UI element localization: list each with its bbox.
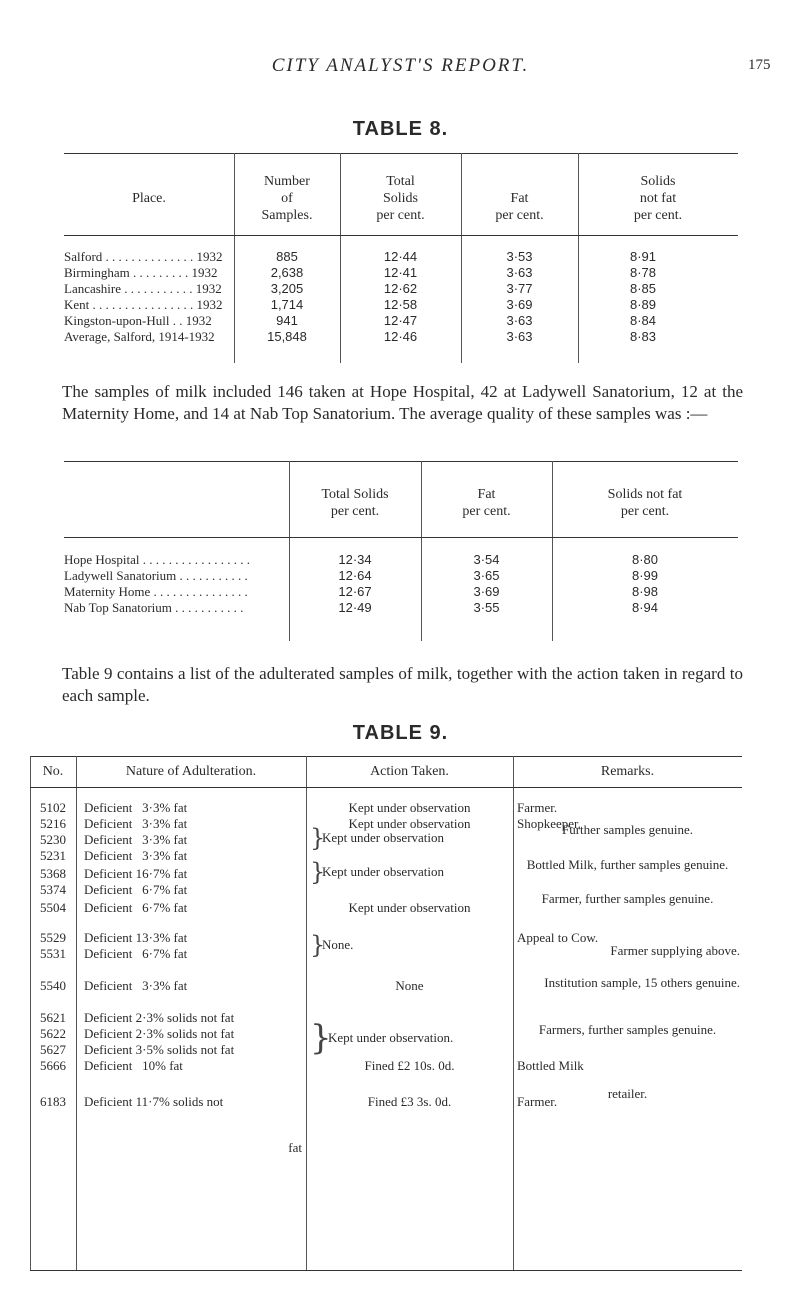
table9-cell-no: 5540 (40, 978, 66, 993)
table8-cell-place: Average, Salford, 1914-1932 (64, 329, 215, 344)
paragraph-table9-intro: Table 9 contains a list of the adulterated samples of milk, together with the action taken in regard to each sample. (62, 664, 743, 705)
table9-cell-nature: Deficient 3·5% solids not fat (84, 1042, 235, 1057)
hospitals-cell-place: Hope Hospital . . . . . . . . . . . . . . . . . (64, 552, 250, 567)
hospitals-cell-snf: 8·80 (631, 552, 659, 567)
remarks-5540: Institution sample, 15 others genuine. (544, 975, 740, 990)
table8-cell-samples: 885 (276, 249, 298, 264)
hospitals-header-total-solids: Total Solids per cent. (321, 487, 389, 519)
table9-cell-no: 5216 (40, 816, 66, 831)
table9-header-no: No. (42, 764, 64, 779)
remarks-5230-5231: Further samples genuine. (561, 822, 694, 837)
table8-title: TABLE 8. (352, 118, 449, 140)
table9-header-remarks: Remarks. (600, 764, 655, 779)
table9-cell-action: None (395, 978, 424, 993)
table9-cell-no: 5102 (40, 800, 66, 815)
table9-cell-no: 5621 (40, 1010, 66, 1025)
table9-cell-no: 5531 (40, 946, 66, 961)
table9-cell-action: Fined £3 3s. 0d. (367, 1094, 452, 1109)
table8-cell-samples: 1,714 (270, 297, 304, 312)
table9-cell-nature: Deficient 3·3% fat (84, 832, 188, 847)
table8-cell-total_solids: 12·58 (383, 297, 418, 312)
table8-cell-snf: 8·83 (629, 329, 657, 344)
table9-cell-nature: Deficient 11·7% solids not (84, 1094, 224, 1109)
table8-cell-place: Birmingham . . . . . . . . . 1932 (64, 265, 218, 280)
table8-cell-samples: 3,205 (270, 281, 304, 296)
hospitals-cell-total_solids: 12·67 (338, 584, 372, 599)
table9-cell-no: 5231 (40, 848, 66, 863)
table8-cell-place: Kingston-upon-Hull . . 1932 (64, 313, 212, 328)
table8-cell-samples: 941 (276, 313, 298, 328)
hospitals-header-snf: Solids not fat per cent. (607, 487, 683, 519)
action-5368-5374: Kept under observation (322, 864, 445, 879)
table9-header-rule (30, 787, 742, 788)
table9-cell-nature: Deficient 2·3% solids not fat (84, 1026, 235, 1041)
table8-header-samples: Number of Samples. (261, 174, 313, 223)
table9-cell-remarks: Farmer. (517, 1094, 558, 1109)
running-header: CITY ANALYST'S REPORT. (271, 55, 530, 76)
hospitals-cell-place: Maternity Home . . . . . . . . . . . . . . . (64, 584, 248, 599)
action-5529-5531: None. (322, 937, 354, 952)
brace-5368-5374: } (310, 858, 326, 886)
table9-cell-action: Kept under observation (348, 816, 471, 831)
table8-cell-snf: 8·89 (629, 297, 657, 312)
table9-cell-nature: Deficient 13·3% fat (84, 930, 188, 945)
table9-cell-no: 6183 (40, 1094, 66, 1109)
table8-cell-snf: 8·78 (629, 265, 657, 280)
table8-cell-fat: 3·77 (506, 281, 533, 296)
table8-header-fat: Fat per cent. (495, 191, 544, 223)
table9-col-divider (513, 756, 514, 1270)
table9-cell-nature: Deficient 3·3% fat (84, 816, 188, 831)
remarks-5504: Farmer, further samples genuine. (541, 891, 714, 906)
table9-cell-no: 5374 (40, 882, 66, 897)
hospitals-cell-snf: 8·99 (631, 568, 659, 583)
table9-cell-nature: Deficient 10% fat (84, 1058, 183, 1073)
table9-cell-remarks: Shopkeeper. (517, 816, 581, 831)
table8-cell-fat: 3·63 (506, 329, 533, 344)
table8-cell-total_solids: 12·46 (383, 329, 418, 344)
hospitals-cell-place: Nab Top Sanatorium . . . . . . . . . . . (64, 600, 244, 615)
action-5230-5231: Kept under observation (322, 830, 445, 845)
hospitals-cell-total_solids: 12·34 (338, 552, 372, 567)
table8-cell-total_solids: 12·62 (383, 281, 418, 296)
table8-cell-place: Salford . . . . . . . . . . . . . . 1932 (64, 249, 223, 264)
table9-header-nature: Nature of Adulteration. (125, 764, 257, 779)
hospitals-cell-fat: 3·69 (473, 584, 500, 599)
table9-cell-nature: Deficient 6·7% fat (84, 900, 188, 915)
table9-cell-nature: Deficient 3·3% fat (84, 800, 188, 815)
table8-cell-snf: 8·91 (629, 249, 657, 264)
table9-cell-nature: Deficient 6·7% fat (84, 882, 188, 897)
hospitals-cell-total_solids: 12·64 (338, 568, 372, 583)
table8-cell-snf: 8·85 (629, 281, 657, 296)
table9-cell-no: 5627 (40, 1042, 66, 1057)
table8-cell-fat: 3·69 (506, 297, 533, 312)
nature-6183-cont: fat (288, 1140, 302, 1155)
table9-cell-no: 5368 (40, 866, 66, 881)
brace-5230-5231: } (310, 824, 326, 852)
table9-col-divider (306, 756, 307, 1270)
table9-cell-remarks: Appeal to Cow. (517, 930, 599, 945)
table8-cell-fat: 3·53 (506, 249, 533, 264)
remarks-5666-cont: retailer. (607, 1086, 648, 1101)
table9-col-divider (76, 756, 77, 1270)
table8-cell-total_solids: 12·41 (383, 265, 418, 280)
hospitals-cell-fat: 3·54 (473, 552, 500, 567)
table8-header-place: Place. (132, 191, 166, 206)
table8-header-total-solids: Total Solids per cent. (376, 174, 425, 223)
table8-header-snf: Solids not fat per cent. (633, 174, 683, 223)
hospitals-cell-snf: 8·94 (631, 600, 659, 615)
table9-cell-action: Fined £2 10s. 0d. (364, 1058, 455, 1073)
table8-cell-total_solids: 12·47 (383, 313, 418, 328)
hospitals-cell-total_solids: 12·49 (338, 600, 372, 615)
table8-cell-snf: 8·84 (629, 313, 657, 328)
table9-cell-remarks: Farmer. (517, 800, 558, 815)
table9-cell-nature: Deficient 16·7% fat (84, 866, 188, 881)
remarks-5531: Farmer supplying above. (610, 943, 740, 958)
table9-title: TABLE 9. (352, 722, 449, 744)
table8-cell-samples: 2,638 (270, 265, 304, 280)
table8-header-rule (64, 235, 738, 236)
table9-cell-remarks: Bottled Milk (517, 1058, 584, 1073)
brace-5529-5531: } (310, 931, 326, 959)
table9-header-action: Action Taken. (370, 764, 449, 779)
table9-cell-no: 5504 (40, 900, 66, 915)
table8-cell-fat: 3·63 (506, 313, 533, 328)
hospitals-header-fat: Fat per cent. (462, 487, 511, 519)
hospitals-cell-fat: 3·55 (473, 600, 500, 615)
hospitals-cell-place: Ladywell Sanatorium . . . . . . . . . . . (64, 568, 248, 583)
hospitals-header-rule (64, 537, 738, 538)
table9-bottom-rule (30, 1270, 742, 1271)
table8-cell-fat: 3·63 (506, 265, 533, 280)
paragraph-samples: The samples of milk included 146 taken at Hope Hospital, 42 at Ladywell Sanatorium, 12 at the Maternity Home, and 14 at Nab Top Sanatorium. The average quality of these samples was :— (62, 382, 743, 423)
table9-cell-action: Kept under observation (348, 800, 471, 815)
table9-cell-no: 5529 (40, 930, 66, 945)
table9-cell-nature: Deficient 6·7% fat (84, 946, 188, 961)
hospitals-cell-fat: 3·65 (473, 568, 500, 583)
hospitals-top-rule (64, 461, 738, 462)
table8-cell-place: Kent . . . . . . . . . . . . . . . . 1932 (64, 297, 223, 312)
table8-cell-place: Lancashire . . . . . . . . . . . 1932 (64, 281, 222, 296)
table9-top-rule (30, 756, 742, 757)
table9-cell-no: 5666 (40, 1058, 66, 1073)
hospitals-cell-snf: 8·98 (631, 584, 659, 599)
page-number: 175 (748, 57, 771, 73)
remarks-5621-5627: Farmers, further samples genuine. (538, 1022, 717, 1037)
table8-cell-samples: 15,848 (267, 329, 307, 344)
brace-5621-5627: } (310, 1018, 332, 1058)
table9-cell-nature: Deficient 3·3% fat (84, 848, 188, 863)
table9-cell-no: 5230 (40, 832, 66, 847)
table9-cell-nature: Deficient 3·3% fat (84, 978, 188, 993)
action-5621-5627: Kept under observation. (328, 1030, 454, 1045)
table8-cell-total_solids: 12·44 (383, 249, 418, 264)
remarks-5368-5374: Bottled Milk, further samples genuine. (526, 857, 729, 872)
table9-cell-action: Kept under observation (348, 900, 471, 915)
table9-cell-no: 5622 (40, 1026, 66, 1041)
table9-cell-nature: Deficient 2·3% solids not fat (84, 1010, 235, 1025)
table8-top-rule (64, 153, 738, 154)
